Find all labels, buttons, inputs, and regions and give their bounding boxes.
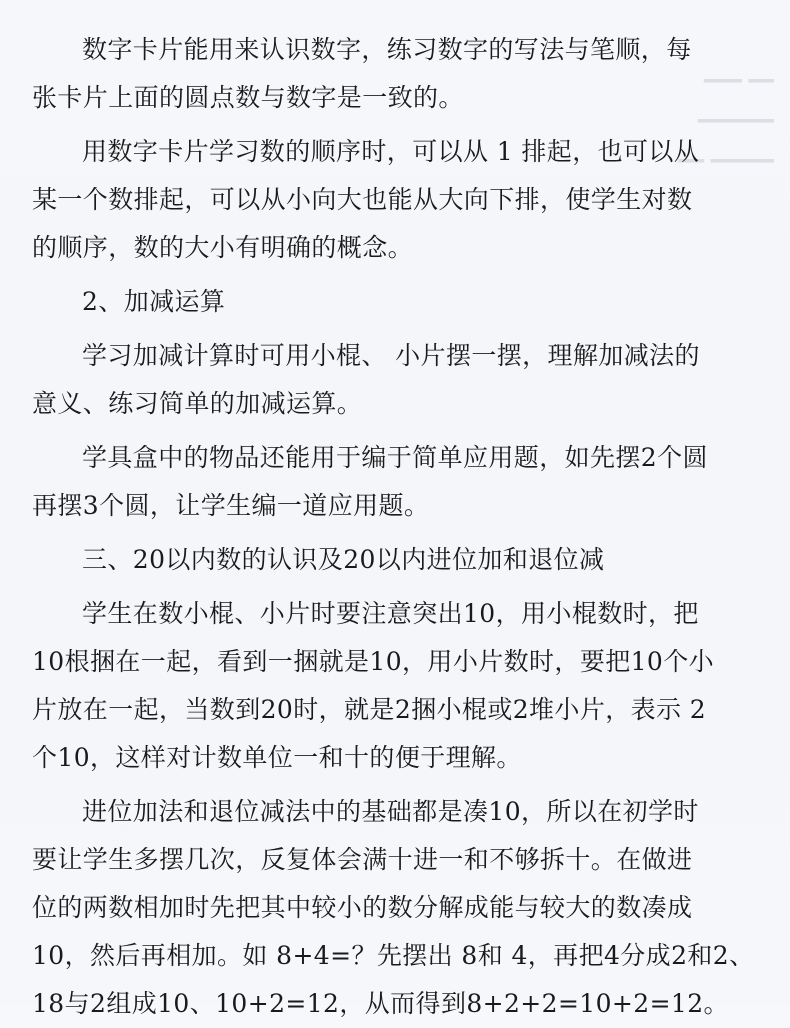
text-line: 意义、练习简单的加减运算。 xyxy=(32,389,363,418)
text-line: 某一个数排起，可以从小向大也能从大向下排，使学生对数 xyxy=(32,185,693,214)
bleed-through-text: ━━ ━━━ ━━━━━━ ━━━━━ ━━ xyxy=(678,69,774,173)
text-line: 再摆3个圆，让学生编一道应用题。 xyxy=(32,491,430,520)
document-body xyxy=(32,26,767,1028)
text-line: 用数字卡片学习数的顺序时，可以从 1 排起，也可以从 xyxy=(82,137,700,166)
section-heading: 2、加减运算 xyxy=(82,287,226,316)
text-line: 18与2组成10、10+2=12，从而得到8+2+2=10+2=12。 xyxy=(32,989,729,1018)
text-line: 学习加减计算时可用小棍、 小片摆一摆，理解加减法的 xyxy=(82,341,700,370)
section-heading: 三、20以内数的认识及20以内进位加和退位减 xyxy=(82,545,605,574)
text-line: 张卡片上面的圆点数与数字是一致的。 xyxy=(32,83,464,112)
text-line: 位的两数相加时先把其中较小的数分解成能与较大的数凑成 xyxy=(32,893,693,922)
text-line: 学具盒中的物品还能用于编于简单应用题，如先摆2个圆 xyxy=(82,443,708,472)
text-line: 个10，这样对计数单位一和十的便于理解。 xyxy=(32,743,522,772)
text-line: 10，然后再相加。如 8+4=？先摆出 8和 4，再把4分成2和2、 xyxy=(32,941,755,970)
text-line: 的顺序，数的大小有明确的概念。 xyxy=(32,233,414,262)
text-line: 10根捆在一起，看到一捆就是10，用小片数时，要把10个小 xyxy=(32,647,715,676)
text-line: 进位加法和退位减法中的基础都是凑10，所以在初学时 xyxy=(82,797,699,826)
text-line: 片放在一起，当数到20时，就是2捆小棍或2堆小片，表示 2 xyxy=(32,695,707,724)
text-line: 学生在数小棍、小片时要注意突出10，用小棍数时，把 xyxy=(82,599,699,628)
text-line: 数字卡片能用来认识数字，练习数字的写法与笔顺，每 xyxy=(82,35,692,64)
text-line: 要让学生多摆几次，反复体会满十进一和不够拆十。在做进 xyxy=(32,845,693,874)
